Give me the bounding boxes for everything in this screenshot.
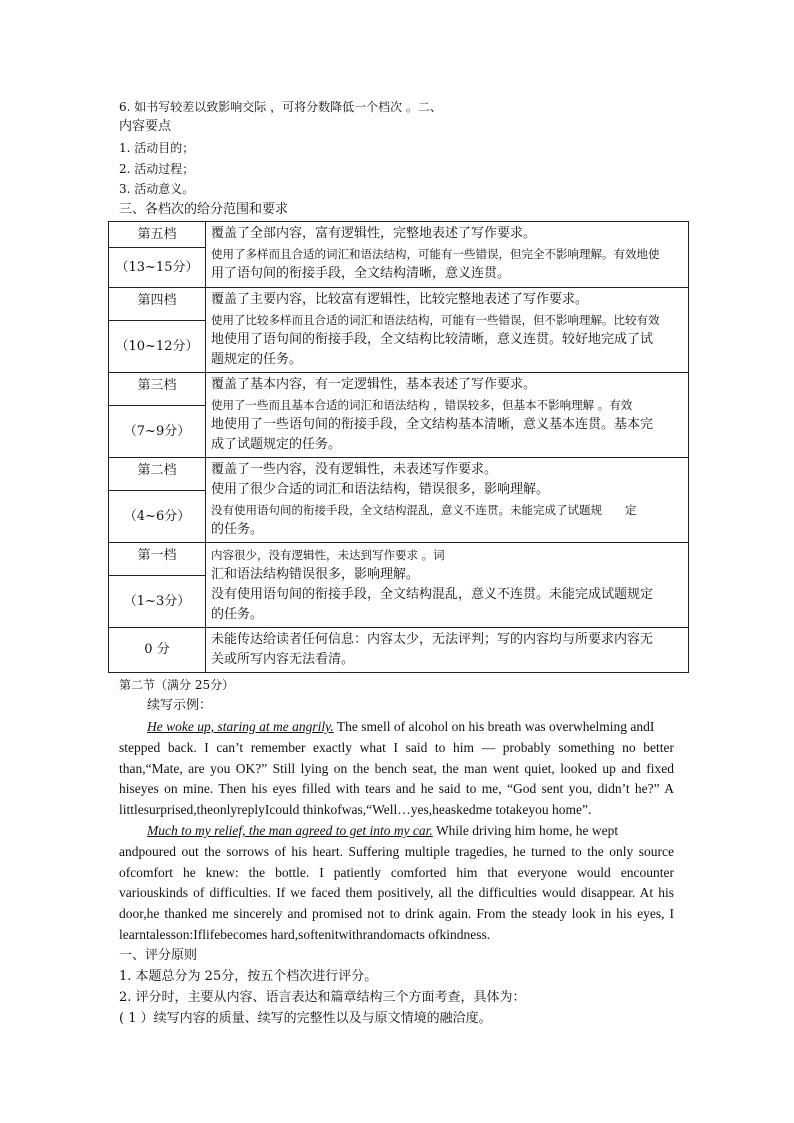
description-line: 没有使用语句间的衔接手段，全文结构混乱，意义不连贯。未能完成了试题规 定 <box>211 503 637 517</box>
level-cell: 第二档 <box>109 458 206 491</box>
level-cell: 第一档 <box>109 543 206 576</box>
description-cell <box>206 222 689 288</box>
paragraph-2-line: door,he thanked me sincerely and promised not to drink again. From the steady look in his eyes, I <box>119 906 674 921</box>
description-line: 覆盖了一些内容，没有逻辑性，未表述写作要求。 <box>211 462 498 477</box>
description-line: 使用了多样而且合适的词汇和语法结构，可能有一些错误，但完全不影响理解。有效地使 <box>211 247 660 261</box>
description-line: 成了试题规定的任务。 <box>211 437 342 452</box>
paragraph-1-text: The smell of alcohol on his breath was overwhelming andI <box>333 719 655 734</box>
table-row <box>109 628 689 673</box>
paragraph-2-line: learntalesson:Iflifebecomes hard,softenitwithrandomacts ofkindness. <box>119 927 491 942</box>
table-row <box>109 288 689 321</box>
content-point: 2. 活动过程； <box>119 162 195 176</box>
description-cell <box>206 628 689 673</box>
description-cell <box>206 373 689 458</box>
paragraph-1-lead: He woke up, staring at me angrily. <box>147 719 334 734</box>
table-row <box>109 458 689 491</box>
content-points-heading: 内容要点 <box>119 119 172 134</box>
table-row <box>109 222 689 248</box>
paragraph-1-line: hiseyes on mine. Then his eyes filled with tears and he said to me, “God sent you, didn’t he?” A <box>119 781 674 796</box>
description-line: 地使用了语句间的衔接手段，全文结构比较清晰，意义连贯。较好地完成了试 <box>211 332 654 347</box>
paragraph-2-text: While driving him home, he wept <box>432 823 619 838</box>
range-cell: （13~15分） <box>109 248 206 288</box>
paragraph-2-line: variouskinds of difficulties. If we faced them positively, all the difficulties would disappear. At his <box>119 885 674 900</box>
sample-label: 续写示例： <box>147 698 213 713</box>
paragraph-1-line: stepped back. I can’t remember exactly what I said to him — probably something no better <box>119 740 674 755</box>
description-line: 题规定的任务。 <box>211 352 303 367</box>
rule-6-line: 6. 如书写较差以致影响交际 ，可将分数降低一个档次 。二、 <box>119 100 442 114</box>
description-cell <box>206 458 689 543</box>
level-cell: 第三档 <box>109 373 206 406</box>
description-line: 覆盖了基本内容，有一定逻辑性，基本表述了写作要求。 <box>211 377 537 392</box>
level-cell: 第五档 <box>109 222 206 248</box>
description-line: 的任务。 <box>211 607 264 622</box>
paragraph-1-line <box>147 718 654 736</box>
description-cell <box>206 288 689 373</box>
description-line: 关或所写内容无法看清。 <box>211 652 355 667</box>
content-point: 1. 活动目的； <box>119 141 195 155</box>
paragraph-1-line: than,“Mate, are you OK?” Still lying on the bench seat, the man went quiet, looked up and fixed <box>119 761 674 776</box>
paragraph-1-line: littlesurprised,theonlyreplyIcould thinkofwas,“Well…yes,heaskedme totakeyou home”. <box>119 802 592 817</box>
description-line: 使用了一些而且基本合适的词汇和语法结构 ，错误较多，但基本不影响理解 。有效 <box>211 398 633 412</box>
table-row <box>109 543 689 576</box>
range-cell: （7~9分） <box>109 406 206 458</box>
description-cell <box>206 543 689 628</box>
range-cell: （1~3分） <box>109 576 206 628</box>
description-line: 使用了很少合适的词汇和语法结构，错误很多，影响理解。 <box>211 482 550 497</box>
content-point: 3. 活动意义。 <box>119 182 195 196</box>
paragraph-2-line <box>147 822 618 840</box>
description-line: 内容很少，没有逻辑性，未达到写作要求 。词 <box>211 548 445 562</box>
description-line: 用了语句间的衔接手段，全文结构清晰，意义连贯。 <box>211 266 511 281</box>
range-cell: （4~6分） <box>109 491 206 543</box>
paragraph-2-lead: Much to my relief, the man agreed to get into my car. <box>147 823 433 838</box>
principle-line: 1. 本题总分为 25分，按五个档次进行评分。 <box>119 969 378 984</box>
description-line: 覆盖了全部内容，富有逻辑性，完整地表述了写作要求。 <box>211 226 537 241</box>
table-row <box>109 373 689 406</box>
description-line: 覆盖了主要内容，比较富有逻辑性，比较完整地表述了写作要求。 <box>211 292 589 307</box>
section-2-heading: 第二节（满分 25分） <box>119 678 235 692</box>
section-3-heading: 三、各档次的给分范围和要求 <box>119 202 289 217</box>
range-cell: （10~12分） <box>109 321 206 373</box>
description-line: 使用了比较多样而且合适的词汇和语法结构，可能有一些错误，但不影响理解。比较有效 <box>211 313 660 327</box>
scoring-table <box>108 221 689 673</box>
level-cell: 0 分 <box>109 628 206 673</box>
description-line: 未能传达给读者任何信息：内容太少，无法评判；写的内容均与所要求内容无 <box>211 632 654 647</box>
level-cell: 第四档 <box>109 288 206 321</box>
principle-line: ( 1 ）续写内容的质量、续写的完整性以及与原文情境的融洽度。 <box>119 1011 492 1026</box>
scoring-principles-heading: 一、评分原则 <box>119 948 198 963</box>
description-line: 地使用了一些语句间的衔接手段，全文结构基本清晰，意义基本连贯。基本完 <box>211 417 654 432</box>
paragraph-2-line: ofcomfort he knew: the bottle. I patiently comforted him that everyone would encounter <box>119 865 674 880</box>
description-line: 的任务。 <box>211 522 264 537</box>
paragraph-2-line: andpoured out the sorrows of his heart. Suffering multiple tragedies, he turned to the only source <box>119 844 674 859</box>
description-line: 汇和语法结构错误很多，影响理解。 <box>211 567 420 582</box>
principle-line: 2. 评分时，主要从内容、语言表达和篇章结构三个方面考查，具体为： <box>119 990 526 1005</box>
description-line: 没有使用语句间的衔接手段，全文结构混乱，意义不连贯。未能完成试题规定 <box>211 587 654 602</box>
